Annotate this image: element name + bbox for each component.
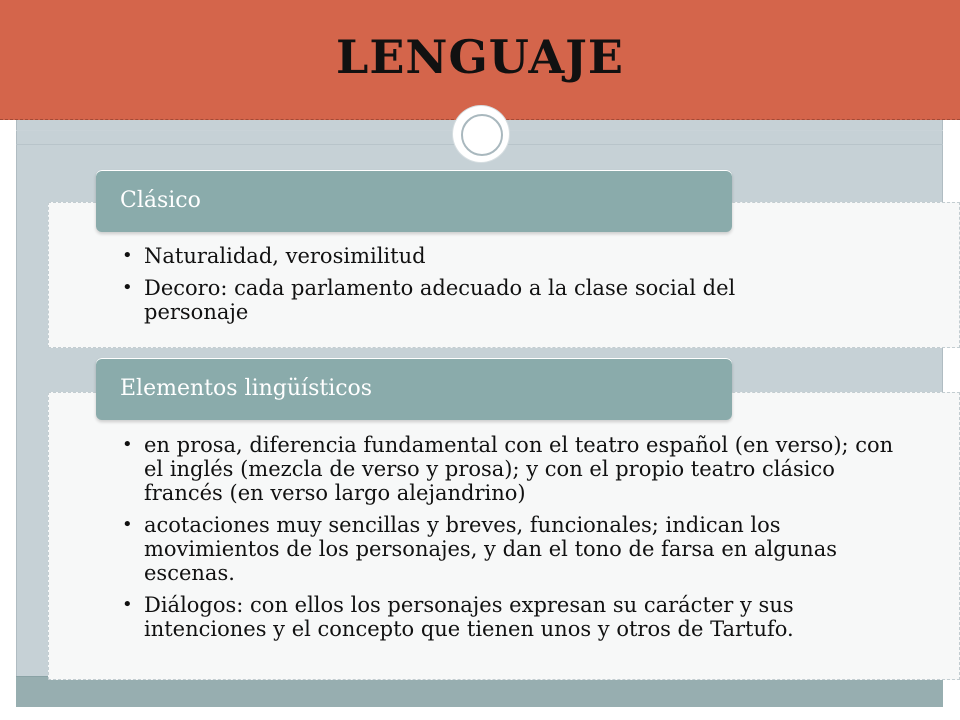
title-bar: [0, 0, 960, 120]
bullet-list-linguistic: [118, 433, 898, 649]
list-item: • acotaciones muy sencillas y breves, funcionales; indican los movimientos de los personajes, y dan el tono de farsa en algunas escenas.: [118, 513, 898, 585]
list-item: • Decoro: cada parlamento adecuado a la clase social del personaje: [118, 276, 818, 324]
list-item: • Diálogos: con ellos los personajes expresan su carácter y sus intenciones y el concepto que tienen unos y otros de Tartufo.: [118, 593, 898, 641]
list-item: • Naturalidad, verosimilitud: [118, 244, 818, 268]
bullet-list-classic: [118, 244, 818, 332]
slide-title: LENGUAJE: [336, 30, 624, 84]
ring-icon: [461, 114, 503, 156]
circle-ornament-icon: [453, 106, 509, 162]
section-header-classic: Clásico: [96, 170, 732, 232]
section-header-linguistic: Elementos lingüísticos: [96, 358, 732, 420]
frame-bottom-bar: [16, 676, 943, 707]
list-item: • en prosa, diferencia fundamental con el teatro español (en verso); con el inglés (mezcla de verso y prosa); y con el propio teatro clásico francés (en verso largo alejandrino): [118, 433, 898, 505]
